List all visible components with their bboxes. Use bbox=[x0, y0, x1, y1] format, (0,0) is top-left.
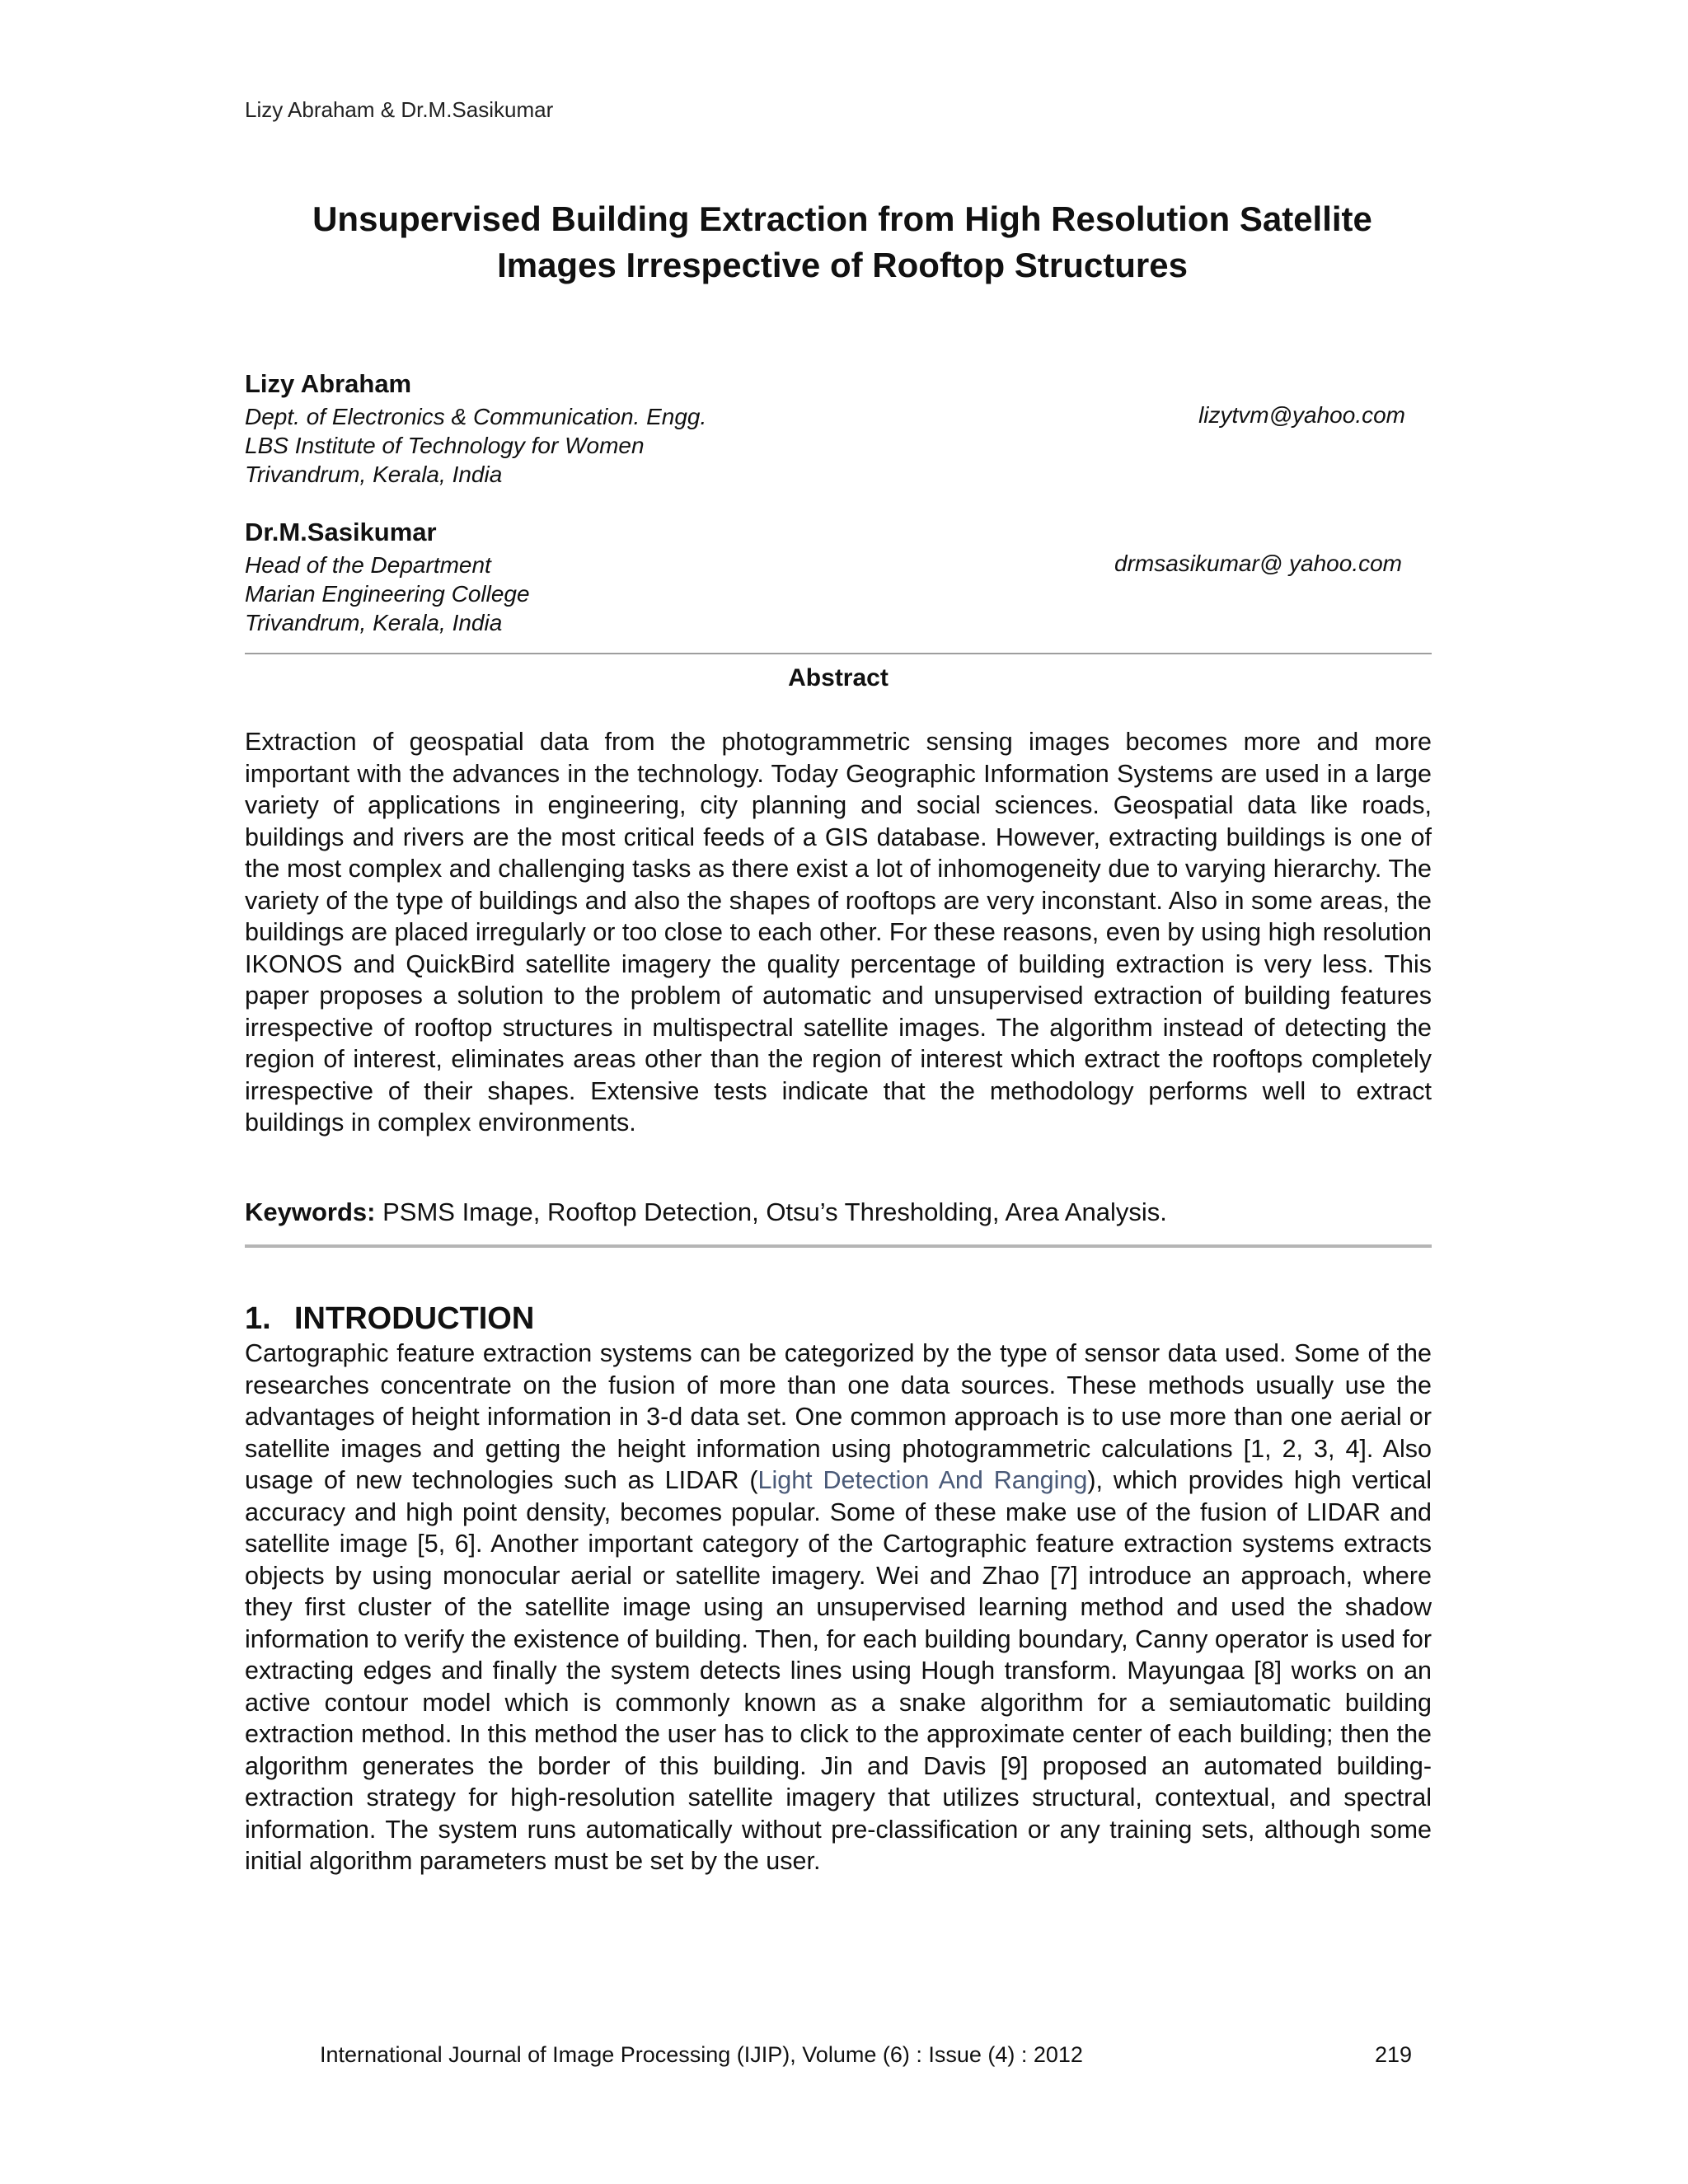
intro-text-part-1: Cartographic feature extraction systems can be categorized by the type of sensor data used. Some of the researches concentrate on the fusion of more than one data sources. These methods usually use the advantages of height information in 3-d data set. One common approach is to use more than one aerial or satellite images and getting the height information using photogrammetric calculations [1, 2, 3, 4]. Also usage of new technologies such as LIDAR ( bbox=[245, 1339, 1432, 1494]
abstract-text: Extraction of geospatial data from the photogrammetric sensing images becomes more and more important with the advances in the technology. Today Geographic Information Systems are used in a large variety of applications in engineering, city planning and social sciences. Geospatial data like roads, buildings and rivers are the most critical feeds of a GIS database. However, extracting buildings is one of the most complex and challenging tasks as there exist a lot of inhomogeneity due to varying hierarchy. The variety of the type of buildings and also the shapes of rooftops are very inconstant. Also in some areas, the buildings are placed irregularly or too close to each other. For these reasons, even by using high resolution IKONOS and QuickBird satellite imagery the quality percentage of building extraction is very less. This paper proposes a solution to the problem of automatic and unsupervised extraction of building features irrespective of rooftop structures in multispectral satellite images. The algorithm instead of detecting the region of interest, eliminates areas other than the region of interest which extract the rooftops completely irrespective of their shapes. Extensive tests indicate that the methodology performs well to extract buildings in complex environments. bbox=[245, 728, 1432, 1137]
keywords-text: PSMS Image, Rooftop Detection, Otsu’s Thresholding, Area Analysis. bbox=[375, 1197, 1167, 1226]
author-2-dept: Head of the Department bbox=[245, 552, 491, 578]
section-title: INTRODUCTION bbox=[294, 1301, 535, 1336]
author-1-name: Lizy Abraham bbox=[245, 369, 412, 398]
title-line-1: Unsupervised Building Extraction from High Resolution Satellite bbox=[312, 199, 1372, 238]
keywords-label: Keywords: bbox=[245, 1197, 376, 1226]
introduction-text bbox=[245, 1338, 1432, 1877]
lidar-definition-link[interactable]: Light Detection And Ranging bbox=[757, 1466, 1088, 1494]
author-1-dept: Dept. of Electronics & Communication. Engg. bbox=[245, 404, 707, 429]
running-head: Lizy Abraham & Dr.M.Sasikumar bbox=[245, 97, 554, 122]
paper-title bbox=[245, 196, 1440, 288]
section-number: 1. bbox=[245, 1301, 271, 1336]
author-2-institution: Marian Engineering College bbox=[245, 581, 530, 607]
author-1-institution: LBS Institute of Technology for Women bbox=[245, 433, 645, 458]
abstract-top-rule bbox=[245, 653, 1432, 654]
author-2-email[interactable]: drmsasikumar@ yahoo.com bbox=[1114, 551, 1402, 576]
abstract-heading: Abstract bbox=[788, 664, 889, 691]
intro-text-part-2: ), which provides high vertical accuracy and high point density, becomes popular. Some of these make use of the fusion of LIDAR and satellite image [5, 6]. Another important category of the Cartographic feature extraction systems extracts objects by using monocular aerial or satellite imagery. Wei and Zhao [7] introduce an approach, where they first cluster of the satellite image using an unsupervised learning method and used the shadow information to verify the existence of building. Then, for each building boundary, Canny operator is used for extracting edges and finally the system detects lines using Hough transform. Mayungaa [8] works on an active contour model which is commonly known as a snake algorithm for a semiautomatic building extraction method. In this method the user has to click to the approximate center of each building; then the algorithm generates the border of this building. Jin and Davis [9] proposed an automated building-extraction strategy for high-resolution satellite imagery that utilizes structural, contextual, and spectral information. The system runs automatically without pre-classification or any training sets, although some initial algorithm parameters must be set by the user. bbox=[245, 1466, 1432, 1875]
section-heading bbox=[245, 1301, 534, 1337]
author-2-name: Dr.M.Sasikumar bbox=[245, 518, 437, 546]
keywords-bottom-rule bbox=[245, 1244, 1432, 1248]
journal-footer: International Journal of Image Processing (IJIP), Volume (6) : Issue (4) : 2012 bbox=[320, 2042, 1083, 2067]
title-line-2: Images Irrespective of Rooftop Structures bbox=[497, 246, 1188, 284]
author-1-email[interactable]: lizytvm@yahoo.com bbox=[1198, 402, 1405, 428]
page-number: 219 bbox=[1375, 2042, 1413, 2067]
author-1-location: Trivandrum, Kerala, India bbox=[245, 462, 503, 487]
author-2-location: Trivandrum, Kerala, India bbox=[245, 610, 503, 635]
keywords bbox=[245, 1197, 1432, 1227]
